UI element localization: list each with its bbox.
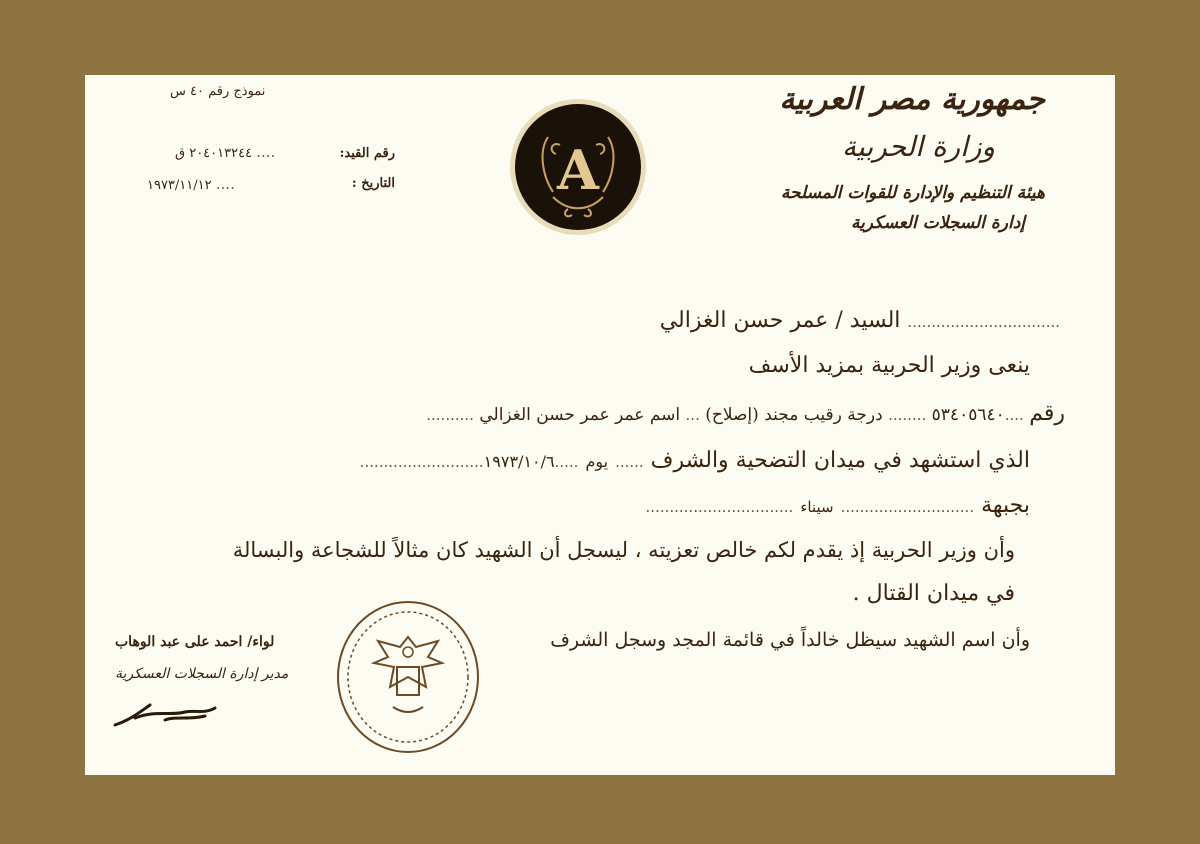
- letter-line-2: رقم ....٥٣٤٠٥٦٤٠ ........ درجة رقيب مجند (إصلاح) ... اسم عمر عمر حسن الغزالي ..........: [426, 401, 1065, 426]
- record-date-value: .... ١٩٧٣/١١/١٢: [147, 175, 235, 193]
- document-page: [85, 75, 1115, 775]
- letter-line-7: وأن اسم الشهيد سيظل خالداً في قائمة المجد وسجل الشرف: [550, 629, 1030, 651]
- letter-line-4: بجبهة ............................ سيناء ...............................: [645, 493, 1030, 518]
- signatory-title: مدير إدارة السجلات العسكرية: [115, 666, 289, 682]
- letter-line-3: الذي استشهد في ميدان التضحية والشرف ...... يوم .....١٩٧٣/١٠/٦..........................: [359, 448, 1030, 473]
- eagle-seal-icon: [333, 597, 483, 757]
- header-country: جمهورية مصر العربية: [779, 82, 1045, 117]
- form-number: نموذج رقم ٤٠ س: [170, 84, 266, 99]
- header-ministry: وزارة الحربية: [841, 130, 995, 163]
- record-number-label: رقم القيد:: [339, 146, 395, 161]
- header-department: إدارة السجلات العسكرية: [850, 213, 1025, 233]
- header-authority: هيئة التنظيم والإدارة للقوات المسلحة: [780, 183, 1045, 203]
- salutation: ................................ السيد / عمر حسن الغزالي: [659, 308, 1060, 333]
- record-date-label: التاريخ :: [351, 176, 395, 191]
- monogram-logo-icon: [508, 97, 648, 237]
- letter-line-5: وأن وزير الحربية إذ يقدم لكم خالص تعزيته ، ليسجل أن الشهيد كان مثالاً للشجاعة والبسالة: [232, 538, 1015, 562]
- record-number-value: .... ٢٠٤٠١٣٢٤٤ ق: [175, 143, 276, 161]
- signature-scribble-icon: [110, 690, 220, 730]
- logo-letter: A: [557, 138, 599, 202]
- signatory-name: لواء/ احمد على عبد الوهاب: [115, 634, 275, 650]
- letter-line-1: ينعى وزير الحربية بمزيد الأسف: [748, 353, 1030, 378]
- letter-line-6: في ميدان القتال .: [852, 581, 1015, 606]
